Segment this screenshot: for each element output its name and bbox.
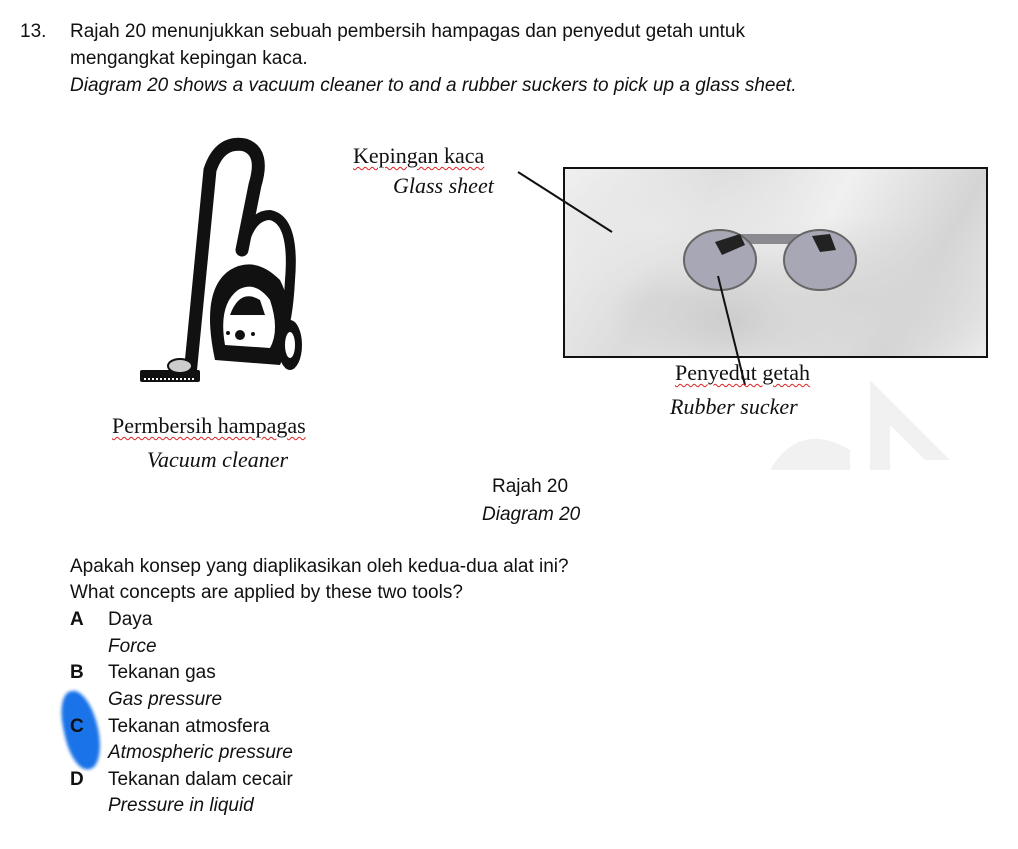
option-text-ms: Tekanan atmosfera: [108, 716, 270, 737]
label-sucker-en: Rubber sucker: [670, 394, 798, 419]
label-glass-en: Glass sheet: [393, 173, 494, 198]
option-text-en: Gas pressure: [108, 689, 223, 710]
diagram-caption-ms: Rajah 20: [492, 476, 569, 497]
option-text-en: Atmospheric pressure: [108, 742, 293, 763]
option-text-en: Force: [108, 636, 157, 657]
label-vacuum-ms: Permbersih hampagas: [112, 413, 306, 438]
question-text-en: Diagram 20 shows a vacuum cleaner to and a rubber suckers to pick up a glass sheet.: [70, 75, 797, 96]
prompt-ms: Apakah konsep yang diaplikasikan oleh kedua-dua alat ini?: [70, 556, 569, 577]
option-letter: A: [70, 609, 84, 630]
option-letter: D: [70, 769, 84, 790]
option-text-ms: Tekanan gas: [108, 662, 216, 683]
option-letter: B: [70, 662, 84, 683]
option-text-ms: Tekanan dalam cecair: [108, 769, 293, 790]
option-text-ms: Daya: [108, 609, 153, 630]
label-glass-ms: Kepingan kaca: [353, 143, 485, 168]
question-text-ms-2: mengangkat kepingan kaca.: [70, 48, 308, 69]
option-text-en: Pressure in liquid: [108, 795, 254, 816]
option-letter: C: [70, 716, 84, 737]
question-text-ms-1: Rajah 20 menunjukkan sebuah pembersih hampagas dan penyedut getah untuk: [70, 21, 745, 42]
diagram-caption-en: Diagram 20: [482, 504, 581, 525]
prompt-en: What concepts are applied by these two tools?: [70, 582, 463, 603]
label-sucker-ms: Penyedut getah: [675, 360, 811, 385]
label-vacuum-en: Vacuum cleaner: [147, 447, 289, 472]
question-number: 13.: [20, 21, 47, 42]
